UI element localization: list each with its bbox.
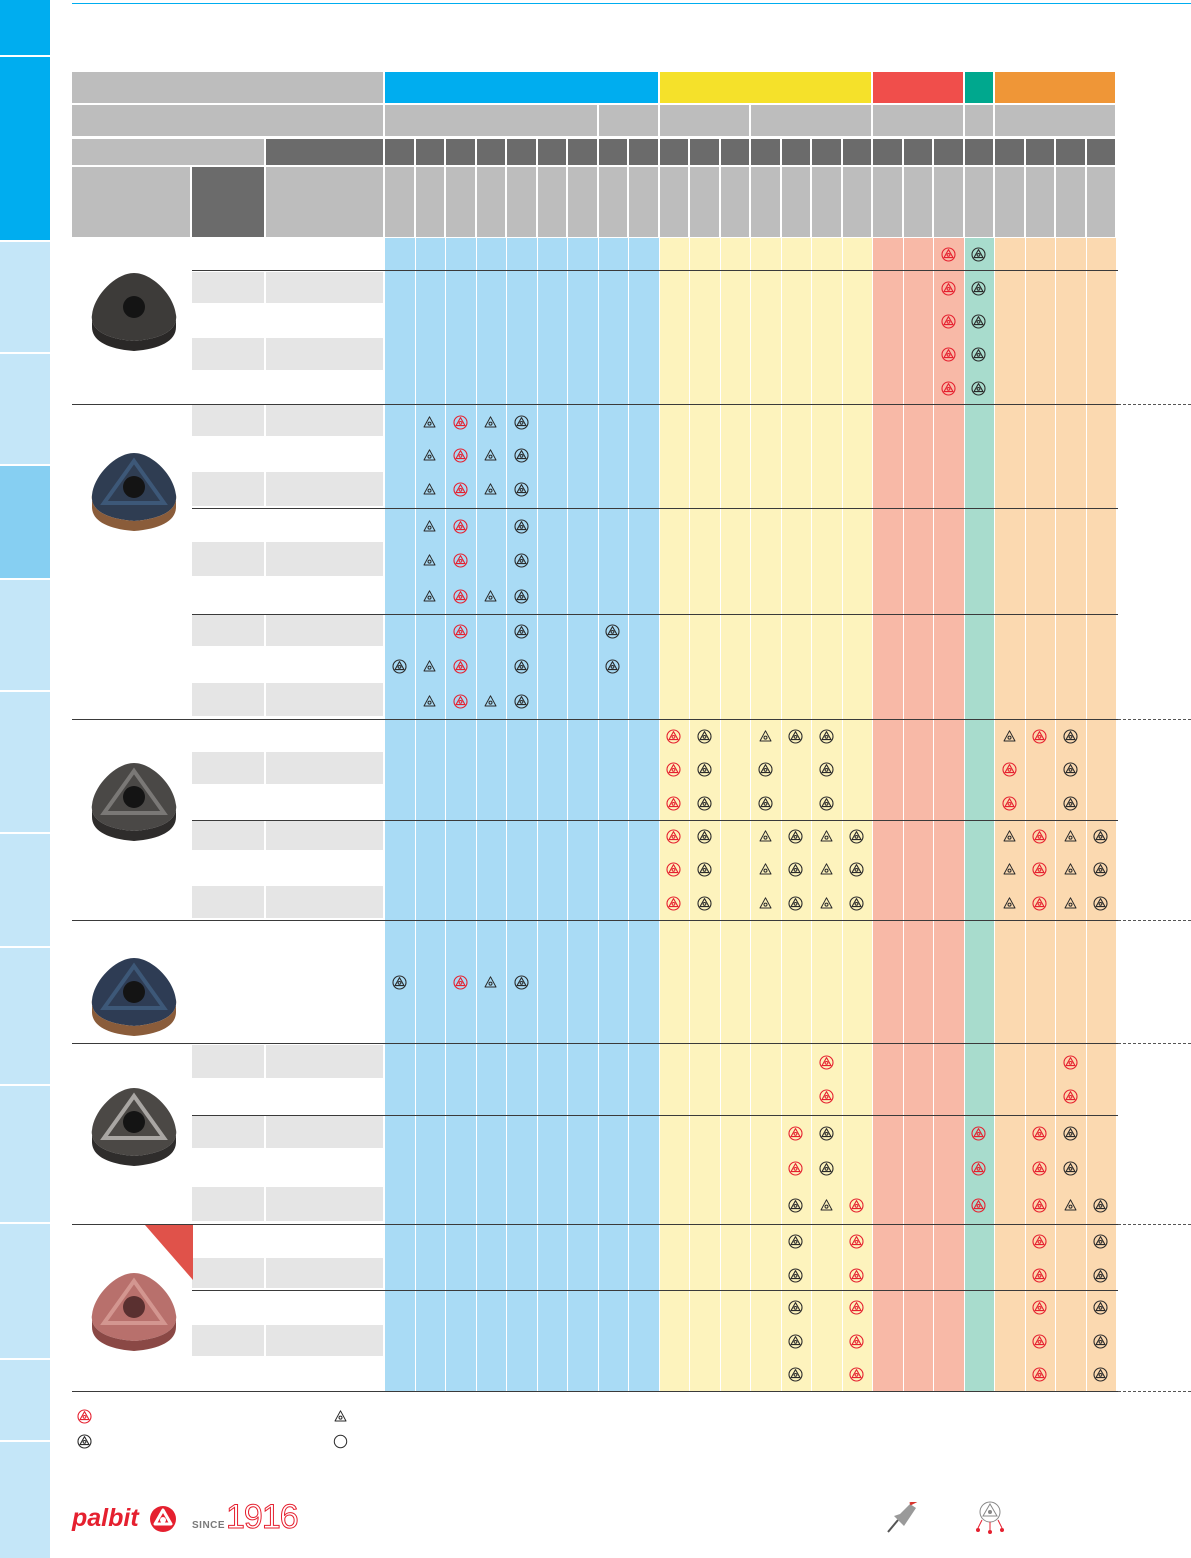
grade-mark-B-64 — [1063, 796, 1078, 811]
grade-mark-A-99 — [819, 1055, 834, 1070]
header-grade-19 — [934, 139, 963, 165]
row-code-1-2 — [192, 472, 264, 506]
grade-mark-C-19 — [422, 482, 437, 497]
grade-mark-C-29 — [422, 589, 437, 604]
grade-mark-A-116 — [971, 1198, 986, 1213]
header-grade-detail-16 — [843, 167, 872, 237]
grade-mark-B-61 — [758, 796, 773, 811]
header-subgroup-3 — [660, 105, 750, 136]
grade-mark-A-105 — [971, 1126, 986, 1141]
row-desc-0-1 — [266, 272, 383, 303]
grade-column-12 — [721, 238, 751, 1391]
grade-mark-B-40 — [605, 659, 620, 674]
grade-mark-B-113 — [788, 1198, 803, 1213]
grade-column-5 — [507, 238, 537, 1391]
grade-column-4 — [477, 238, 507, 1391]
grade-mark-B-95 — [392, 975, 407, 990]
header-grade-17 — [873, 139, 902, 165]
header-grade-detail-9 — [629, 167, 658, 237]
grade-mark-B-84 — [1093, 862, 1108, 877]
header-grade-11 — [690, 139, 719, 165]
grey-tip-insert — [80, 1080, 188, 1170]
grade-mark-A-63 — [1002, 796, 1017, 811]
header-grade-1 — [385, 139, 414, 165]
header-row-3-dark — [266, 139, 383, 165]
grade-mark-B-44 — [514, 694, 529, 709]
blue-coated-insert — [80, 445, 188, 535]
header-subgroup-6 — [965, 105, 994, 136]
grade-mark-C-97 — [483, 975, 498, 990]
header-grade-3 — [446, 139, 475, 165]
header-row-3-label — [72, 139, 264, 165]
row-desc-5-1 — [266, 1258, 383, 1288]
grade-mark-C-23 — [422, 519, 437, 534]
iso-group-header-m — [660, 72, 872, 103]
grade-mark-B-80 — [849, 862, 864, 877]
grade-mark-B-104 — [819, 1126, 834, 1141]
grade-mark-A-72 — [1032, 829, 1047, 844]
grade-mark-A-133 — [849, 1334, 864, 1349]
grade-column-18 — [904, 238, 934, 1391]
header-grade-detail-4 — [477, 167, 506, 237]
grade-mark-A-51 — [1032, 729, 1047, 744]
header-grade-6 — [538, 139, 567, 165]
row-desc-4-0 — [266, 1045, 383, 1078]
header-grade-detail-11 — [690, 167, 719, 237]
header-subgroup-1 — [385, 105, 597, 136]
row-separator-4 — [192, 820, 1118, 821]
grade-mark-B-66 — [697, 829, 712, 844]
grade-column-20 — [965, 238, 995, 1391]
grade-mark-A-103 — [788, 1126, 803, 1141]
header-grade-detail-20 — [965, 167, 994, 237]
grade-mark-B-74 — [1093, 829, 1108, 844]
grade-mark-B-14 — [514, 415, 529, 430]
row-code-2-5 — [192, 886, 264, 918]
header-grade-21 — [995, 139, 1024, 165]
grade-mark-C-71 — [1002, 829, 1017, 844]
blue-brown-insert-graphic — [80, 950, 188, 1040]
grade-mark-B-120 — [788, 1234, 803, 1249]
plain-negative-insert — [80, 265, 188, 355]
header-grade-18 — [904, 139, 933, 165]
header-subgroup-5 — [873, 105, 963, 136]
grade-column-13 — [751, 238, 781, 1391]
header-grade-14 — [782, 139, 811, 165]
header-grade-detail-1 — [385, 167, 414, 237]
row-code-0-1 — [192, 272, 264, 303]
grade-mark-A-30 — [453, 589, 468, 604]
grade-mark-A-5 — [941, 314, 956, 329]
header-grade-9 — [629, 139, 658, 165]
header-row-2-label — [72, 105, 383, 136]
grade-mark-A-65 — [666, 829, 681, 844]
grade-column-19 — [934, 238, 964, 1391]
header-subgroup-4 — [751, 105, 871, 136]
header-row-4-label — [72, 167, 190, 237]
grade-mark-C-79 — [819, 862, 834, 877]
grade-column-9 — [629, 238, 659, 1391]
new-badge — [145, 1225, 193, 1280]
grade-mark-C-26 — [422, 553, 437, 568]
grade-mark-A-137 — [849, 1367, 864, 1382]
grade-mark-B-94 — [1093, 896, 1108, 911]
grade-mark-C-91 — [1002, 896, 1017, 911]
row-desc-1-8 — [266, 683, 383, 716]
grade-mark-A-75 — [666, 862, 681, 877]
grade-mark-B-28 — [514, 553, 529, 568]
grade-mark-B-35 — [605, 624, 620, 639]
header-grade-detail-19 — [934, 167, 963, 237]
grade-column-22 — [1026, 238, 1056, 1391]
grade-column-24 — [1087, 238, 1117, 1391]
grade-mark-B-90 — [849, 896, 864, 911]
grade-mark-C-43 — [483, 694, 498, 709]
grade-mark-A-33 — [453, 624, 468, 639]
iso-group-header-k — [873, 72, 963, 103]
grade-mark-B-10 — [971, 381, 986, 396]
row-desc-2-3 — [266, 820, 383, 850]
grade-mark-B-119 — [1093, 1198, 1108, 1213]
section-separator-4 — [72, 1043, 1118, 1044]
grade-mark-B-124 — [788, 1268, 803, 1283]
row-code-2-3 — [192, 820, 264, 850]
row-desc-5-3 — [266, 1325, 383, 1356]
grade-column-3 — [446, 238, 476, 1391]
header-grade-13 — [751, 139, 780, 165]
grade-mark-C-37 — [422, 659, 437, 674]
grade-mark-B-135 — [1093, 1334, 1108, 1349]
grade-mark-C-47 — [758, 729, 773, 744]
grade-mark-A-138 — [1032, 1367, 1047, 1382]
grade-mark-A-82 — [1032, 862, 1047, 877]
grade-mark-C-114 — [819, 1198, 834, 1213]
grade-mark-B-25 — [514, 519, 529, 534]
grade-mark-B-56 — [819, 762, 834, 777]
grade-mark-B-136 — [788, 1367, 803, 1382]
grade-mark-C-17 — [483, 448, 498, 463]
header-grade-detail-24 — [1087, 167, 1116, 237]
grade-mark-B-32 — [514, 589, 529, 604]
row-code-1-6 — [192, 614, 264, 646]
blue-brown-insert — [80, 950, 188, 1040]
header-grade-5 — [507, 139, 536, 165]
new-badge-triangle — [145, 1225, 193, 1280]
grade-mark-A-24 — [453, 519, 468, 534]
grade-mark-B-76 — [697, 862, 712, 877]
grade-column-1 — [385, 238, 415, 1391]
grade-mark-C-81 — [1002, 862, 1017, 877]
grade-mark-A-129 — [849, 1300, 864, 1315]
section-dash-4 — [1118, 1043, 1191, 1044]
row-desc-1-6 — [266, 614, 383, 646]
header-grade-detail-22 — [1026, 167, 1055, 237]
grade-mark-A-7 — [941, 347, 956, 362]
grade-mark-B-123 — [1093, 1234, 1108, 1249]
grade-mark-C-89 — [819, 896, 834, 911]
row-separator-2 — [192, 508, 1118, 509]
header-grade-detail-15 — [812, 167, 841, 237]
section-separator-1 — [72, 404, 1118, 405]
grade-mark-A-9 — [941, 381, 956, 396]
plain-negative-insert-graphic — [80, 265, 188, 355]
grade-mark-C-21 — [483, 482, 498, 497]
grade-mark-A-117 — [1032, 1198, 1047, 1213]
grade-mark-A-42 — [453, 694, 468, 709]
header-grade-22 — [1026, 139, 1055, 165]
grade-mark-C-73 — [1063, 829, 1078, 844]
grade-column-23 — [1056, 238, 1086, 1391]
header-grade-detail-8 — [599, 167, 628, 237]
grade-mark-C-41 — [422, 694, 437, 709]
grade-mark-B-60 — [697, 796, 712, 811]
row-code-1-0 — [192, 405, 264, 436]
row-code-5-1 — [192, 1258, 264, 1288]
grade-mark-B-98 — [514, 975, 529, 990]
grade-mark-B-127 — [1093, 1268, 1108, 1283]
section-dash-5 — [1118, 1224, 1191, 1225]
since-year: 1916 — [226, 1498, 298, 1536]
grade-mark-C-15 — [422, 448, 437, 463]
grade-mark-A-45 — [666, 729, 681, 744]
grade-mark-B-22 — [514, 482, 529, 497]
grade-mark-B-52 — [1063, 729, 1078, 744]
grade-mark-C-50 — [1002, 729, 1017, 744]
grade-mark-B-54 — [697, 762, 712, 777]
grade-mark-A-126 — [1032, 1268, 1047, 1283]
grade-mark-B-68 — [788, 829, 803, 844]
grade-mark-A-100 — [1063, 1055, 1078, 1070]
grade-mark-B-62 — [819, 796, 834, 811]
header-subgroup-2 — [599, 105, 658, 136]
header-grade-20 — [965, 139, 994, 165]
row-desc-2-1 — [266, 752, 383, 784]
section-separator-2 — [72, 719, 1118, 720]
grey-tip-insert-graphic — [80, 1080, 188, 1170]
grade-column-14 — [782, 238, 812, 1391]
grade-mark-B-34 — [514, 624, 529, 639]
grade-mark-A-111 — [1032, 1161, 1047, 1176]
grade-mark-C-93 — [1063, 896, 1078, 911]
section-dash-2 — [1118, 719, 1191, 720]
section-separator-6 — [72, 1391, 1118, 1392]
dark-chipbreaker-insert — [80, 755, 188, 845]
logo-wordmark: palbit — [72, 1504, 139, 1532]
grade-mark-A-130 — [1032, 1300, 1047, 1315]
grade-mark-B-6 — [971, 314, 986, 329]
grade-mark-B-46 — [697, 729, 712, 744]
grade-mark-B-48 — [788, 729, 803, 744]
header-grade-24 — [1087, 139, 1116, 165]
header-grade-detail-18 — [904, 167, 933, 237]
iso-group-header-n — [965, 72, 994, 103]
grade-column-10 — [660, 238, 690, 1391]
row-separator-6 — [192, 1290, 1118, 1291]
section-dash-6 — [1118, 1391, 1191, 1392]
grade-mark-A-121 — [849, 1234, 864, 1249]
header-row-4-desc — [266, 167, 383, 237]
header-grade-detail-14 — [782, 167, 811, 237]
grade-column-21 — [995, 238, 1025, 1391]
pushpin-icon[interactable] — [882, 1502, 922, 1536]
grade-mark-A-106 — [1032, 1126, 1047, 1141]
grade-mark-B-131 — [1093, 1300, 1108, 1315]
grade-mark-C-67 — [758, 829, 773, 844]
row-code-2-1 — [192, 752, 264, 784]
grade-mark-A-115 — [849, 1198, 864, 1213]
grade-mark-B-88 — [788, 896, 803, 911]
header-grade-detail-23 — [1056, 167, 1085, 237]
row-desc-0-3 — [266, 338, 383, 370]
grade-mark-B-70 — [849, 829, 864, 844]
header-grade-23 — [1056, 139, 1085, 165]
grade-mark-B-18 — [514, 448, 529, 463]
header-grade-8 — [599, 139, 628, 165]
header-grade-detail-2 — [416, 167, 445, 237]
iso-group-header-s — [995, 72, 1115, 103]
grade-column-2 — [416, 238, 446, 1391]
since-label: SINCE — [192, 1520, 226, 1531]
grade-mark-C-83 — [1063, 862, 1078, 877]
row-code-4-4 — [192, 1187, 264, 1221]
grade-mark-A-96 — [453, 975, 468, 990]
header-grade-2 — [416, 139, 445, 165]
grade-mark-A-38 — [453, 659, 468, 674]
grade-mark-A-101 — [819, 1089, 834, 1104]
row-desc-4-2 — [266, 1115, 383, 1148]
footer — [72, 1496, 1191, 1546]
grade-mark-A-20 — [453, 482, 468, 497]
row-desc-1-4 — [266, 542, 383, 576]
grade-mark-A-12 — [453, 415, 468, 430]
row-separator-1 — [192, 270, 1118, 271]
grade-mark-A-16 — [453, 448, 468, 463]
grade-mark-A-53 — [666, 762, 681, 777]
grade-column-15 — [812, 238, 842, 1391]
grade-column-11 — [690, 238, 720, 1391]
row-code-4-0 — [192, 1045, 264, 1078]
header-grade-detail-7 — [568, 167, 597, 237]
grade-mark-A-85 — [666, 896, 681, 911]
section-dash-3 — [1118, 920, 1191, 921]
grade-mark-B-36 — [392, 659, 407, 674]
header-row-1-label — [72, 72, 383, 103]
palbit-logo — [72, 1502, 192, 1536]
grade-mark-B-128 — [788, 1300, 803, 1315]
header-grade-4 — [477, 139, 506, 165]
dark-chipbreaker-insert-graphic — [80, 755, 188, 845]
grade-mark-A-27 — [453, 553, 468, 568]
grade-mark-C-31 — [483, 589, 498, 604]
grade-mark-A-102 — [1063, 1089, 1078, 1104]
row-code-1-4 — [192, 542, 264, 576]
grade-mark-B-55 — [758, 762, 773, 777]
grade-mark-C-13 — [483, 415, 498, 430]
iso-group-header-p — [385, 72, 658, 103]
row-code-5-3 — [192, 1325, 264, 1356]
row-desc-1-2 — [266, 472, 383, 506]
row-code-0-3 — [192, 338, 264, 370]
row-desc-2-5 — [266, 886, 383, 918]
grade-mark-B-2 — [971, 247, 986, 262]
header-grade-detail-5 — [507, 167, 536, 237]
header-grade-16 — [843, 139, 872, 165]
row-separator-3 — [192, 614, 1118, 615]
row-desc-4-4 — [266, 1187, 383, 1221]
header-grade-detail-12 — [721, 167, 750, 237]
header-grade-10 — [660, 139, 689, 165]
grade-mark-A-1 — [941, 247, 956, 262]
grade-column-17 — [873, 238, 903, 1391]
grade-mark-C-118 — [1063, 1198, 1078, 1213]
grade-mark-A-110 — [971, 1161, 986, 1176]
row-code-1-8 — [192, 683, 264, 716]
header-grade-detail-13 — [751, 167, 780, 237]
grade-mark-B-139 — [1093, 1367, 1108, 1382]
grade-mark-A-134 — [1032, 1334, 1047, 1349]
grade-mark-A-125 — [849, 1268, 864, 1283]
grade-mark-B-49 — [819, 729, 834, 744]
grade-mark-A-59 — [666, 796, 681, 811]
header-grade-detail-6 — [538, 167, 567, 237]
grade-mark-A-108 — [788, 1161, 803, 1176]
grade-mark-B-78 — [788, 862, 803, 877]
grade-column-16 — [843, 238, 873, 1391]
header-row-4-dark — [192, 167, 264, 237]
grade-mark-B-86 — [697, 896, 712, 911]
grade-mark-C-69 — [819, 829, 834, 844]
header-grade-detail-21 — [995, 167, 1024, 237]
grade-column-6 — [538, 238, 568, 1391]
grade-column-7 — [568, 238, 598, 1391]
header-subgroup-7 — [995, 105, 1115, 136]
header-grade-12 — [721, 139, 750, 165]
grade-mark-B-58 — [1063, 762, 1078, 777]
grade-mark-B-8 — [971, 347, 986, 362]
row-separator-5 — [192, 1115, 1118, 1116]
grade-mark-A-3 — [941, 281, 956, 296]
header-grade-detail-3 — [446, 167, 475, 237]
grade-mark-B-132 — [788, 1334, 803, 1349]
grade-mark-B-107 — [1063, 1126, 1078, 1141]
row-code-4-2 — [192, 1115, 264, 1148]
grade-mark-B-109 — [819, 1161, 834, 1176]
section-dash-1 — [1118, 404, 1191, 405]
header-grade-7 — [568, 139, 597, 165]
grade-mark-B-4 — [971, 281, 986, 296]
section-separator-5 — [72, 1224, 1118, 1225]
insert-diagram-icon[interactable] — [970, 1498, 1010, 1538]
row-desc-1-0 — [266, 405, 383, 436]
grade-mark-A-122 — [1032, 1234, 1047, 1249]
grade-mark-B-39 — [514, 659, 529, 674]
palbit-logo-icon — [148, 1504, 178, 1534]
section-separator-3 — [72, 920, 1118, 921]
grade-mark-A-92 — [1032, 896, 1047, 911]
grade-mark-B-112 — [1063, 1161, 1078, 1176]
grade-column-8 — [599, 238, 629, 1391]
header-grade-15 — [812, 139, 841, 165]
header-grade-detail-17 — [873, 167, 902, 237]
header-grade-detail-10 — [660, 167, 689, 237]
grade-mark-C-77 — [758, 862, 773, 877]
grade-mark-A-57 — [1002, 762, 1017, 777]
blue-coated-insert-graphic — [80, 445, 188, 535]
grade-mark-C-11 — [422, 415, 437, 430]
grade-mark-C-87 — [758, 896, 773, 911]
